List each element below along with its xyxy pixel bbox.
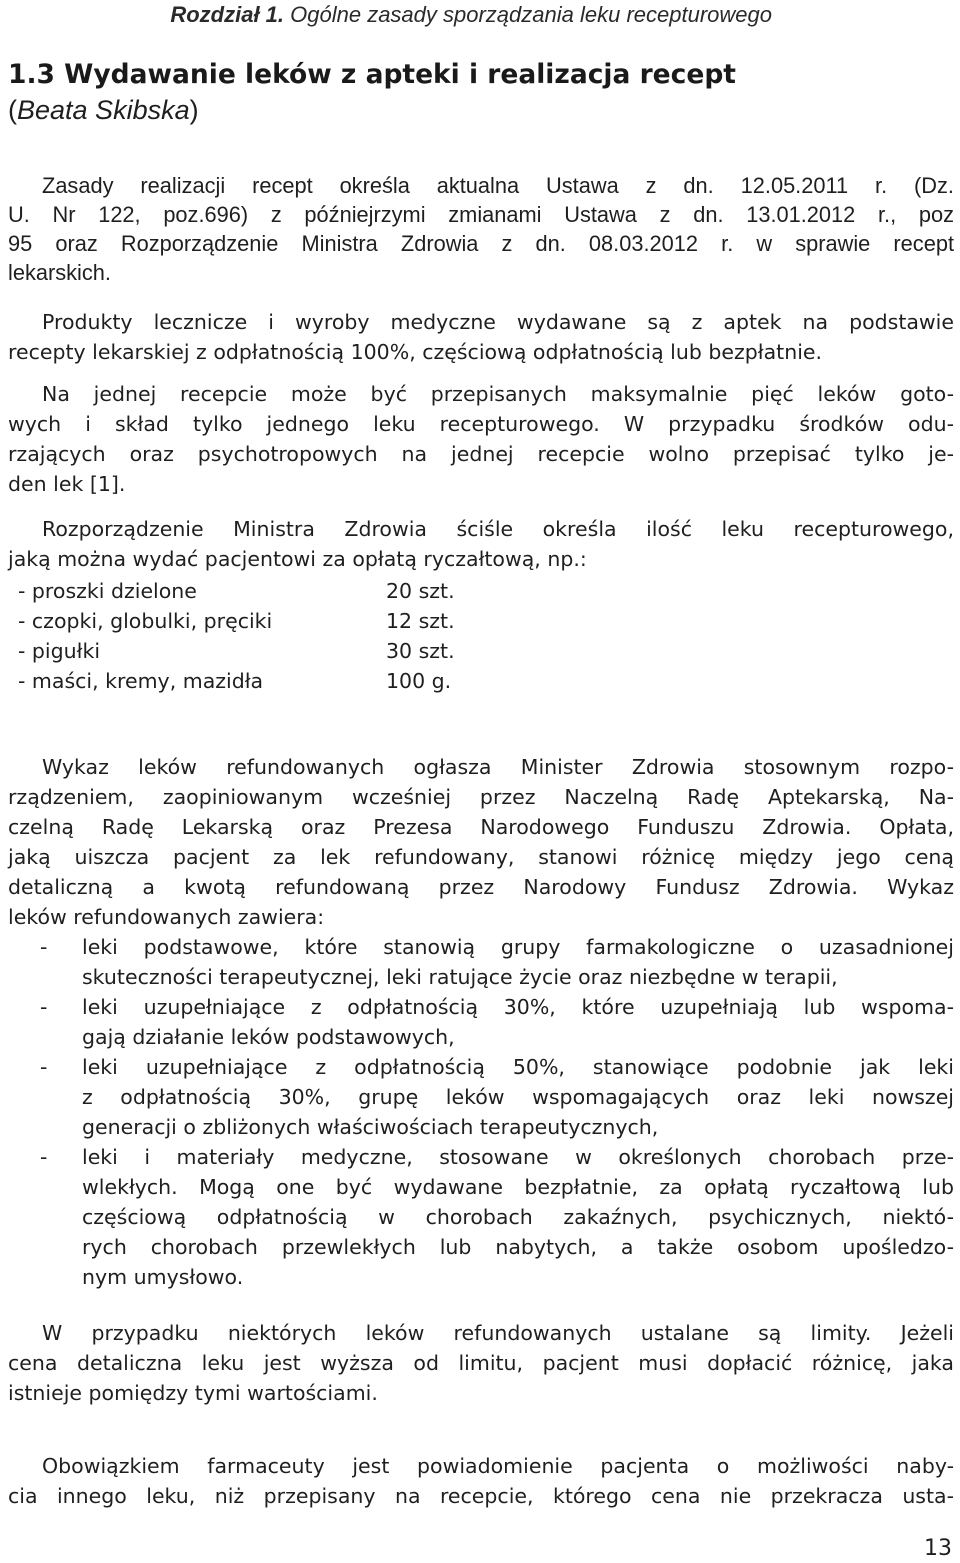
list-item-line: częściową odpłatnością w chorobach zakaźnych, psychicznych, niektó-	[82, 1205, 954, 1229]
author-name: Beata Skibska	[17, 95, 190, 125]
paragraph-line: wych i skład tylko jednego leku recepturowego. W przypadku środków odu-	[8, 412, 954, 436]
chapter-label: Rozdział 1.	[170, 2, 285, 27]
paragraph-line: recepty lekarskiej z odpłatnością 100%, częściową odpłatnością lub bezpłatnie.	[8, 340, 823, 364]
list-item-line: wlekłych. Mogą one być wydawane bezpłatnie, za opłatą ryczałtową lub	[82, 1175, 954, 1199]
paragraph-reimbursed	[8, 752, 954, 932]
form-name: - czopki, globulki, pręciki	[18, 609, 273, 633]
paragraph-line: Na jednej recepcie może być przepisanych maksymalnie pięć leków goto-	[42, 382, 954, 406]
list-dash: -	[40, 995, 48, 1019]
paragraph-line: istnieje pomiędzy tymi wartościami.	[8, 1381, 378, 1405]
paragraph-line: Wykaz leków refundowanych ogłasza Minister Zdrowia stosownym rozpo-	[42, 755, 954, 779]
paragraph-line: lekarskich.	[8, 260, 111, 285]
paragraph-line: detaliczną a kwotą refundowaną przez Narodowy Fundusz Zdrowia. Wykaz	[8, 875, 954, 899]
paragraph-line: cena detaliczna leku jest wyższa od limitu, pacjent musi dopłacić różnicę, jaka	[8, 1351, 954, 1375]
paragraph-line: W przypadku niektórych leków refundowanych ustalane są limity. Jeżeli	[42, 1321, 954, 1345]
quantity-row	[18, 576, 586, 606]
form-quantity: 30 szt.	[386, 639, 455, 663]
running-header	[170, 2, 772, 28]
list-item-line: leki podstawowe, które stanowią grupy farmakologiczne o uzasadnionej	[82, 935, 954, 959]
list-item-line: generacji o zbliżonych właściwościach terapeutycznych,	[82, 1115, 659, 1139]
paragraph-line: czelną Radę Lekarską oraz Prezesa Narodowego Funduszu Zdrowia. Opłata,	[8, 815, 954, 839]
list-item-line: leki uzupełniające z odpłatnością 30%, które uzupełniają lub wspoma-	[82, 995, 954, 1019]
paragraph-line: 95 oraz Rozporządzenie Ministra Zdrowia z dn. 08.03.2012 r. w sprawie recept	[8, 231, 954, 256]
paragraph-line: jaką można wydać pacjentowi za opłatą ryczałtową, np.:	[8, 547, 587, 571]
quantity-row	[18, 606, 586, 636]
paragraph-regulation	[8, 514, 954, 574]
paragraph-line: Zasady realizacji recept określa aktualna Ustawa z dn. 12.05.2011 r. (Dz.	[42, 173, 954, 198]
paragraph-line: Produkty lecznicze i wyroby medyczne wydawane są z aptek na podstawie	[42, 310, 954, 334]
list-item	[8, 1052, 954, 1142]
paragraph-line: jaką uiszcza pacjent za lek refundowany, stanowi różnicę między jego ceną	[8, 845, 954, 869]
reimbursed-drugs-list	[8, 932, 954, 1292]
list-item-line: leki uzupełniające z odpłatnością 50%, stanowiące podobnie jak leki	[82, 1055, 954, 1079]
paragraph-obligation	[8, 1451, 954, 1511]
list-dash: -	[40, 1145, 48, 1169]
list-item-line: z odpłatnością 30%, grupę leków wspomagających oraz leki nowszej	[82, 1085, 954, 1109]
form-name: - proszki dzielone	[18, 579, 197, 603]
paragraph-line: Rozporządzenie Ministra Zdrowia ściśle określa ilość leku recepturowego,	[42, 517, 954, 541]
paragraph-line: U. Nr 122, poz.696) z późniejrzymi zmianami Ustawa z dn. 13.01.2012 r., poz	[8, 202, 954, 227]
form-name: - pigułki	[18, 639, 101, 663]
form-quantity: 12 szt.	[386, 609, 455, 633]
list-item	[8, 992, 954, 1052]
section-title: 1.3 Wydawanie leków z apteki i realizacja recept	[8, 59, 736, 90]
list-item-line: rych chorobach przewlekłych lub nabytych, a także osobom upośledzo-	[82, 1235, 954, 1259]
form-quantity: 100 g.	[386, 669, 452, 693]
paragraph-max-drugs	[8, 379, 954, 499]
paragraph-line: den lek [1].	[8, 472, 126, 496]
section-author: (Beata Skibska)	[8, 95, 199, 125]
list-item	[8, 932, 954, 992]
paragraph-line: rzających oraz psychotropowych na jednej recepcie wolno przepisać tylko je-	[8, 442, 954, 466]
quantity-row	[18, 636, 586, 666]
list-dash: -	[40, 1055, 48, 1079]
list-item-line: skuteczności terapeutycznej, leki ratujące życie oraz niezbędne w terapii,	[82, 965, 838, 989]
list-item-line: leki i materiały medyczne, stosowane w określonych chorobach prze-	[82, 1145, 954, 1169]
paragraph-line: rządzeniem, zaopiniowanym wcześniej przez Naczelną Radę Aptekarską, Na-	[8, 785, 954, 809]
quantity-limits-table	[18, 576, 586, 696]
page-number: 13	[924, 1536, 952, 1561]
paragraph-products	[8, 307, 954, 367]
paragraph-intro	[8, 171, 954, 287]
list-dash: -	[40, 935, 48, 959]
paragraph-line: cia innego leku, niż przepisany na recepcie, którego cena nie przekracza usta-	[8, 1484, 954, 1508]
paragraph-line: Obowiązkiem farmaceuty jest powiadomienie pacjenta o możliwości naby-	[42, 1454, 954, 1478]
paragraph-line: leków refundowanych zawiera:	[8, 905, 325, 929]
quantity-row	[18, 666, 586, 696]
list-item	[8, 1142, 954, 1292]
list-item-line: gają działanie leków podstawowych,	[82, 1025, 455, 1049]
form-quantity: 20 szt.	[386, 579, 455, 603]
chapter-title: Ogólne zasady sporządzania leku recepturowego	[290, 2, 772, 27]
form-name: - maści, kremy, mazidła	[18, 669, 264, 693]
list-item-line: nym umysłowo.	[82, 1265, 244, 1289]
paragraph-limits	[8, 1318, 954, 1408]
